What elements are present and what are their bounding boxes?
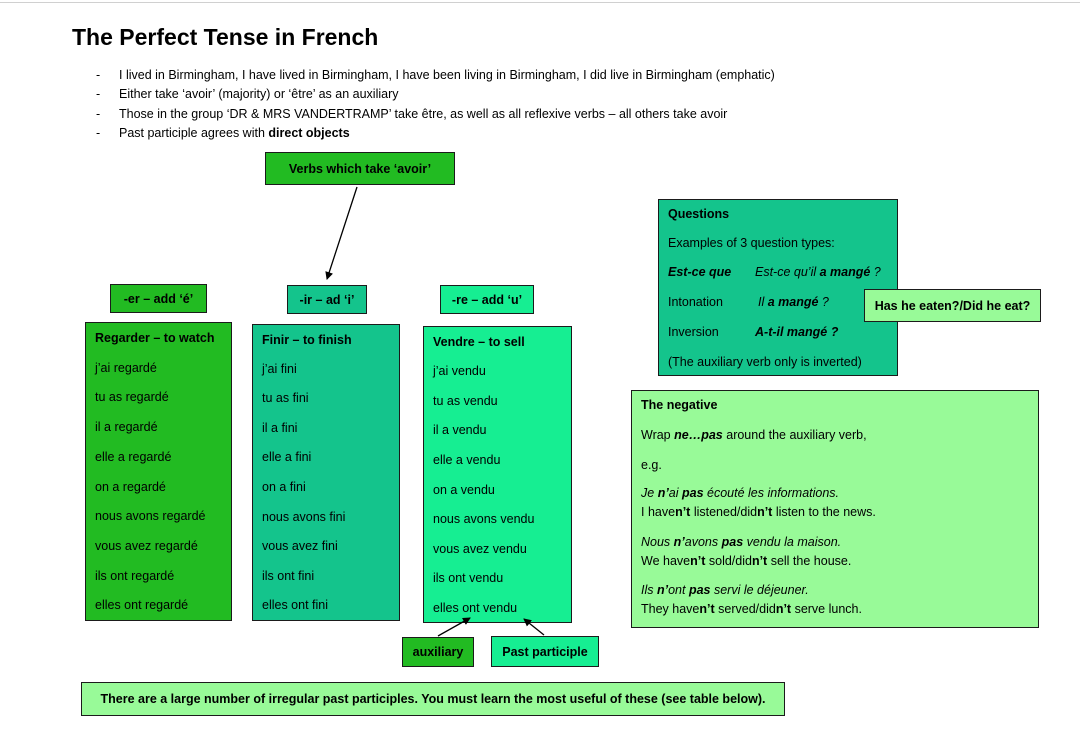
example-bold-text: n’t bbox=[675, 505, 691, 519]
example-bold-text: pas bbox=[682, 486, 704, 500]
conjugation-row: tu as vendu bbox=[433, 394, 498, 408]
example-text: ? bbox=[818, 295, 829, 309]
question-type: Inversion bbox=[668, 325, 719, 339]
example-text: They have bbox=[641, 602, 700, 616]
conjugation-row: elles ont fini bbox=[262, 598, 329, 612]
avoir-verbs-label: Verbs which take ‘avoir’ bbox=[288, 161, 432, 176]
example-text: Nous bbox=[641, 535, 674, 549]
example-bold-text: n’t bbox=[690, 554, 706, 568]
example-bold-text: n’t bbox=[699, 602, 715, 616]
example-bold-text: pas bbox=[688, 583, 711, 597]
conjugation-row: il a regardé bbox=[95, 420, 158, 434]
example-text: I have bbox=[641, 505, 676, 519]
conjugation-row: il a vendu bbox=[433, 423, 487, 437]
conjugation-row: on a fini bbox=[262, 480, 306, 494]
example-text: servi le déjeuner. bbox=[710, 583, 809, 597]
ir-group-label-text: -ir – ad ‘i’ bbox=[299, 292, 355, 307]
example-bold-text: a mangé bbox=[819, 265, 871, 279]
conjugation-row: vous avez regardé bbox=[95, 539, 198, 553]
example-text: serve lunch. bbox=[791, 602, 862, 616]
conjugation-row: nous avons vendu bbox=[433, 512, 535, 526]
conjugation-row: nous avons fini bbox=[262, 510, 346, 524]
question-type: Est-ce que bbox=[668, 265, 732, 279]
example-text: Ils bbox=[641, 583, 657, 597]
example-bold-text: n’ bbox=[657, 486, 669, 500]
bullet-bold-text: direct objects bbox=[268, 125, 350, 140]
example-text: listened/did bbox=[690, 505, 758, 519]
past-participle-label: Past participle bbox=[502, 644, 588, 659]
conjugation-row: j’ai fini bbox=[262, 362, 297, 376]
bullet-item: - Those in the group ‘DR & MRS VANDERTRAMP’ take être, as well as all reflexive verbs – all others take avoir bbox=[96, 105, 775, 124]
example-text: Est-ce qu’il bbox=[755, 265, 820, 279]
conjugation-row: vous avez vendu bbox=[433, 542, 527, 556]
example-bold-text: n’t bbox=[751, 554, 768, 568]
conjugation-row: ils ont regardé bbox=[95, 569, 175, 583]
conjugation-row: elle a regardé bbox=[95, 450, 172, 464]
example-bold-text: n’ bbox=[673, 535, 685, 549]
example-bold-text: n’t bbox=[757, 505, 773, 519]
conjugation-row: on a regardé bbox=[95, 480, 166, 494]
example-text: ai bbox=[668, 486, 682, 500]
conjugation-row: tu as regardé bbox=[95, 390, 169, 404]
re-group-label-text: -re – add ‘u’ bbox=[451, 292, 523, 307]
example-text: Je bbox=[641, 486, 658, 500]
pronoun-text: elles bbox=[433, 601, 463, 615]
example-text: listen to the news. bbox=[772, 505, 876, 519]
example-bold-text: a mangé bbox=[767, 295, 819, 309]
example-text: Il bbox=[758, 295, 768, 309]
bullet-item: - I lived in Birmingham, I have lived in Birmingham, I have been living in Birmingham, I did live in Birmingham (emphatic) bbox=[96, 66, 775, 85]
example-text: écouté les informations. bbox=[703, 486, 840, 500]
questions-intro: Examples of 3 question types: bbox=[668, 236, 835, 250]
irregular-participles-text: There are a large number of irregular past participles. You must learn the most useful of these (see table below). bbox=[100, 692, 766, 706]
example-text: We have bbox=[641, 554, 691, 568]
conjugation-row: tu as fini bbox=[262, 391, 309, 405]
conjugation-row: vous avez fini bbox=[262, 539, 338, 553]
conjugation-row: on a vendu bbox=[433, 483, 495, 497]
questions-title: Questions bbox=[668, 207, 730, 221]
avoir-to-ir-arrow bbox=[327, 187, 357, 279]
conjugation-row: ils ont vendu bbox=[433, 571, 504, 585]
conjugation-row: nous avons regardé bbox=[95, 509, 206, 523]
example-text: avons bbox=[684, 535, 722, 549]
er-group-label-text: -er – add ‘é’ bbox=[123, 291, 194, 306]
conjugation-row: j’ai vendu bbox=[433, 364, 486, 378]
example-text: ont bbox=[668, 583, 689, 597]
auxiliary-label: auxiliary bbox=[412, 645, 464, 659]
page-title: The Perfect Tense in French bbox=[72, 24, 379, 50]
conjugation-row: elles ont regardé bbox=[95, 598, 189, 612]
rule-text: around the auxiliary verb, bbox=[722, 428, 867, 442]
negative-eg: e.g. bbox=[641, 458, 662, 472]
conjugation-row: elle a fini bbox=[262, 450, 312, 464]
questions-note: (The auxiliary verb only is inverted) bbox=[668, 355, 862, 369]
past-participle-arrow bbox=[524, 619, 544, 635]
example-text: sold/did bbox=[705, 554, 752, 568]
auxiliary-text: ont bbox=[462, 601, 480, 615]
bullet-item: - Either take ‘avoir’ (majority) or ‘être’ as an auxiliary bbox=[96, 85, 775, 104]
example-bold-text: n’t bbox=[775, 602, 792, 616]
example-text: vendu la maison. bbox=[743, 535, 842, 549]
bullet-text: Past participle agrees with bbox=[119, 125, 269, 140]
conjugation-row: elle a vendu bbox=[433, 453, 501, 467]
participle-text: vendu bbox=[479, 601, 518, 615]
ir-verb-heading: Finir – to finish bbox=[262, 333, 352, 347]
conjugation-row: j’ai regardé bbox=[95, 361, 157, 375]
conjugation-row: il a fini bbox=[262, 421, 298, 435]
example-bold-text: A-t-il mangé ? bbox=[755, 325, 839, 339]
re-verb-heading: Vendre – to sell bbox=[433, 335, 525, 349]
question-type: Intonation bbox=[668, 295, 723, 309]
example-bold-text: pas bbox=[721, 535, 744, 549]
auxiliary-arrow bbox=[438, 618, 470, 636]
er-verb-heading: Regarder – to watch bbox=[95, 331, 215, 345]
example-text: served/did bbox=[714, 602, 776, 616]
rule-text: Wrap bbox=[641, 428, 675, 442]
translation-text: Has he eaten?/Did he eat? bbox=[874, 298, 1031, 313]
negative-title: The negative bbox=[641, 398, 718, 412]
conjugation-row: ils ont fini bbox=[262, 569, 315, 583]
example-text: ? bbox=[870, 265, 881, 279]
rule-bold-text: ne…pas bbox=[674, 428, 723, 442]
example-text: sell the house. bbox=[767, 554, 852, 568]
example-bold-text: n’ bbox=[656, 583, 669, 597]
